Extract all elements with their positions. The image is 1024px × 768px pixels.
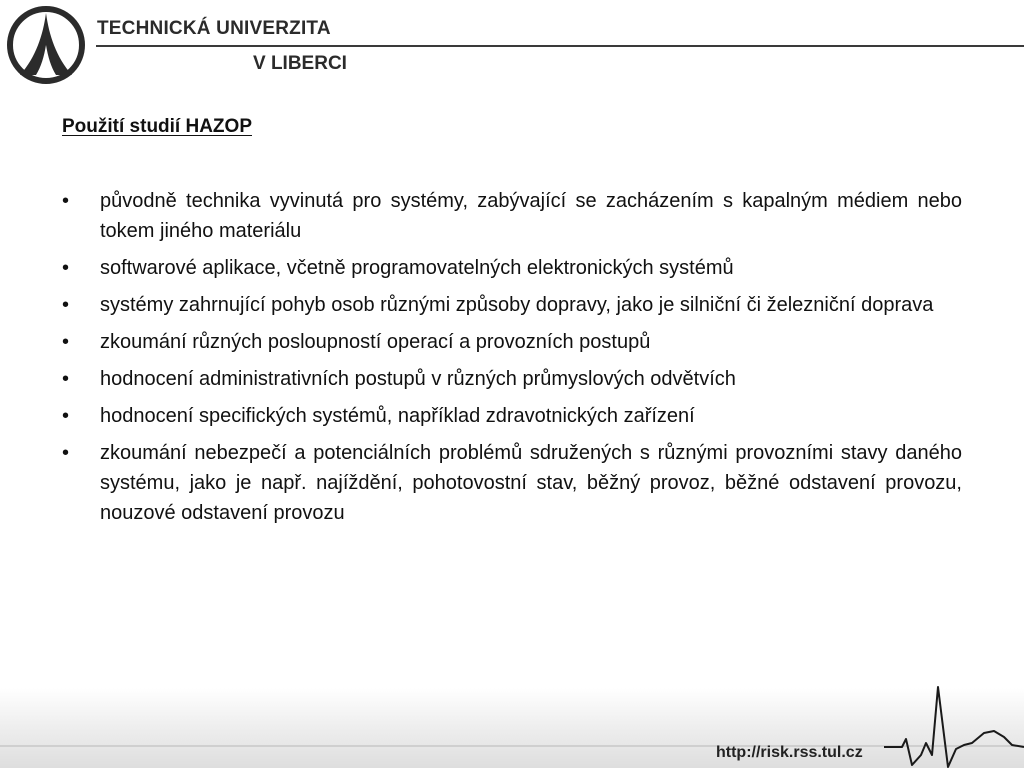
bullet-dot: •	[62, 331, 70, 353]
footer-divider	[0, 745, 1024, 747]
bullet-dot: •	[62, 257, 70, 279]
header	[0, 0, 1024, 92]
bullet-dot: •	[62, 190, 70, 212]
bullet-item	[62, 327, 962, 357]
bullet-item	[62, 186, 962, 246]
bullet-list	[62, 186, 962, 535]
bullet-dot: •	[62, 405, 70, 427]
footer-url: http://risk.rss.tul.cz	[716, 744, 863, 761]
bullet-item	[62, 253, 962, 283]
university-name-line2: V LIBERCI	[253, 53, 347, 74]
tul-logo-icon	[6, 5, 86, 85]
bullet-dot: •	[62, 368, 70, 390]
bullet-dot: •	[62, 442, 70, 464]
bullet-text: zkoumání různých posloupností operací a provozních postupů	[100, 331, 651, 353]
bullet-item	[62, 438, 962, 528]
bullet-dot: •	[62, 294, 70, 316]
bullet-text: hodnocení administrativních postupů v různých průmyslových odvětvích	[100, 368, 736, 390]
bullet-item	[62, 401, 962, 431]
university-name-line1: TECHNICKÁ UNIVERZITA	[97, 18, 331, 39]
bullet-item	[62, 290, 962, 320]
slide-title: Použití studií HAZOP	[62, 116, 252, 137]
header-divider	[96, 45, 1024, 47]
footer-band	[0, 688, 1024, 768]
bullet-text: zkoumání nebezpečí a potenciálních problémů sdružených s různými provozními stavy daného systému, jako je např. najíždění, pohotovostní stav, běžný provoz, běžné odstavení provozu, nouzové odstavení provozu	[100, 442, 962, 524]
bullet-text: hodnocení specifických systémů, například zdravotnických zařízení	[100, 405, 695, 427]
bullet-item	[62, 364, 962, 394]
bullet-text: původně technika vyvinutá pro systémy, zabývající se zacházením s kapalným médiem nebo tokem jiného materiálu	[100, 190, 962, 242]
bullet-text: softwarové aplikace, včetně programovatelných elektronických systémů	[100, 257, 734, 279]
bullet-text: systémy zahrnující pohyb osob různými způsoby dopravy, jako je silniční či železniční doprava	[100, 294, 934, 316]
ecg-line-icon	[884, 683, 1024, 768]
